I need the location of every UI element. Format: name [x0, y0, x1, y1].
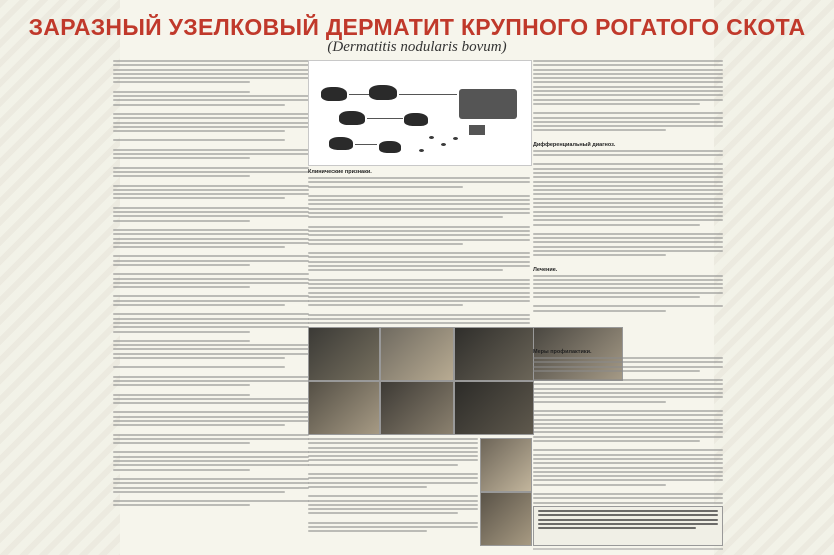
photo-skin-nodules [480, 438, 532, 492]
photo-affected-cow [308, 327, 380, 381]
photo-skin-nodules [480, 492, 532, 546]
photo-affected-cow [380, 381, 454, 435]
photo-skin-nodules [380, 327, 454, 381]
text-column-middle-lower [308, 438, 478, 535]
insect-icon [441, 143, 446, 146]
section-heading-prevention: Меры профилактики. [533, 349, 592, 355]
photo-affected-cow [454, 381, 534, 435]
arrow-icon [367, 118, 403, 119]
person-icon [469, 125, 485, 135]
cow-silhouette [339, 111, 365, 125]
section-heading-clinical: Клинические признаки. [308, 169, 372, 175]
photo-nodules-closeup [308, 381, 380, 435]
cow-silhouette [329, 137, 353, 150]
transmission-scheme [308, 60, 532, 166]
insect-icon [419, 149, 424, 152]
cow-silhouette [321, 87, 347, 101]
cow-silhouette [404, 113, 428, 126]
truck-icon [459, 89, 517, 119]
section-heading-diff: Дифференциальный диагноз. [533, 141, 616, 148]
cow-silhouette [379, 141, 401, 153]
insect-icon [429, 136, 434, 139]
photo-affected-cow [454, 327, 534, 381]
cow-silhouette [369, 85, 397, 100]
arrow-icon [355, 144, 377, 145]
page-subtitle: (Dermatitis nodularis bovum) [327, 39, 507, 55]
text-column-left [113, 60, 309, 509]
section-heading-treatment: Лечение. [533, 266, 558, 273]
text-column-right [533, 60, 723, 314]
page-title: ЗАРАЗНЫЙ УЗЕЛКОВЫЙ ДЕРМАТИТ КРУПНОГО РОГАТОГО СКОТА [28, 14, 806, 40]
insect-icon [453, 137, 458, 140]
background-pattern-left [0, 0, 120, 555]
arrow-icon [399, 94, 457, 95]
text-column-right-lower [533, 346, 723, 523]
arrow-icon [349, 94, 369, 95]
footer-note [533, 548, 723, 550]
background-pattern-right [714, 0, 834, 555]
conclusion-box [533, 506, 723, 546]
